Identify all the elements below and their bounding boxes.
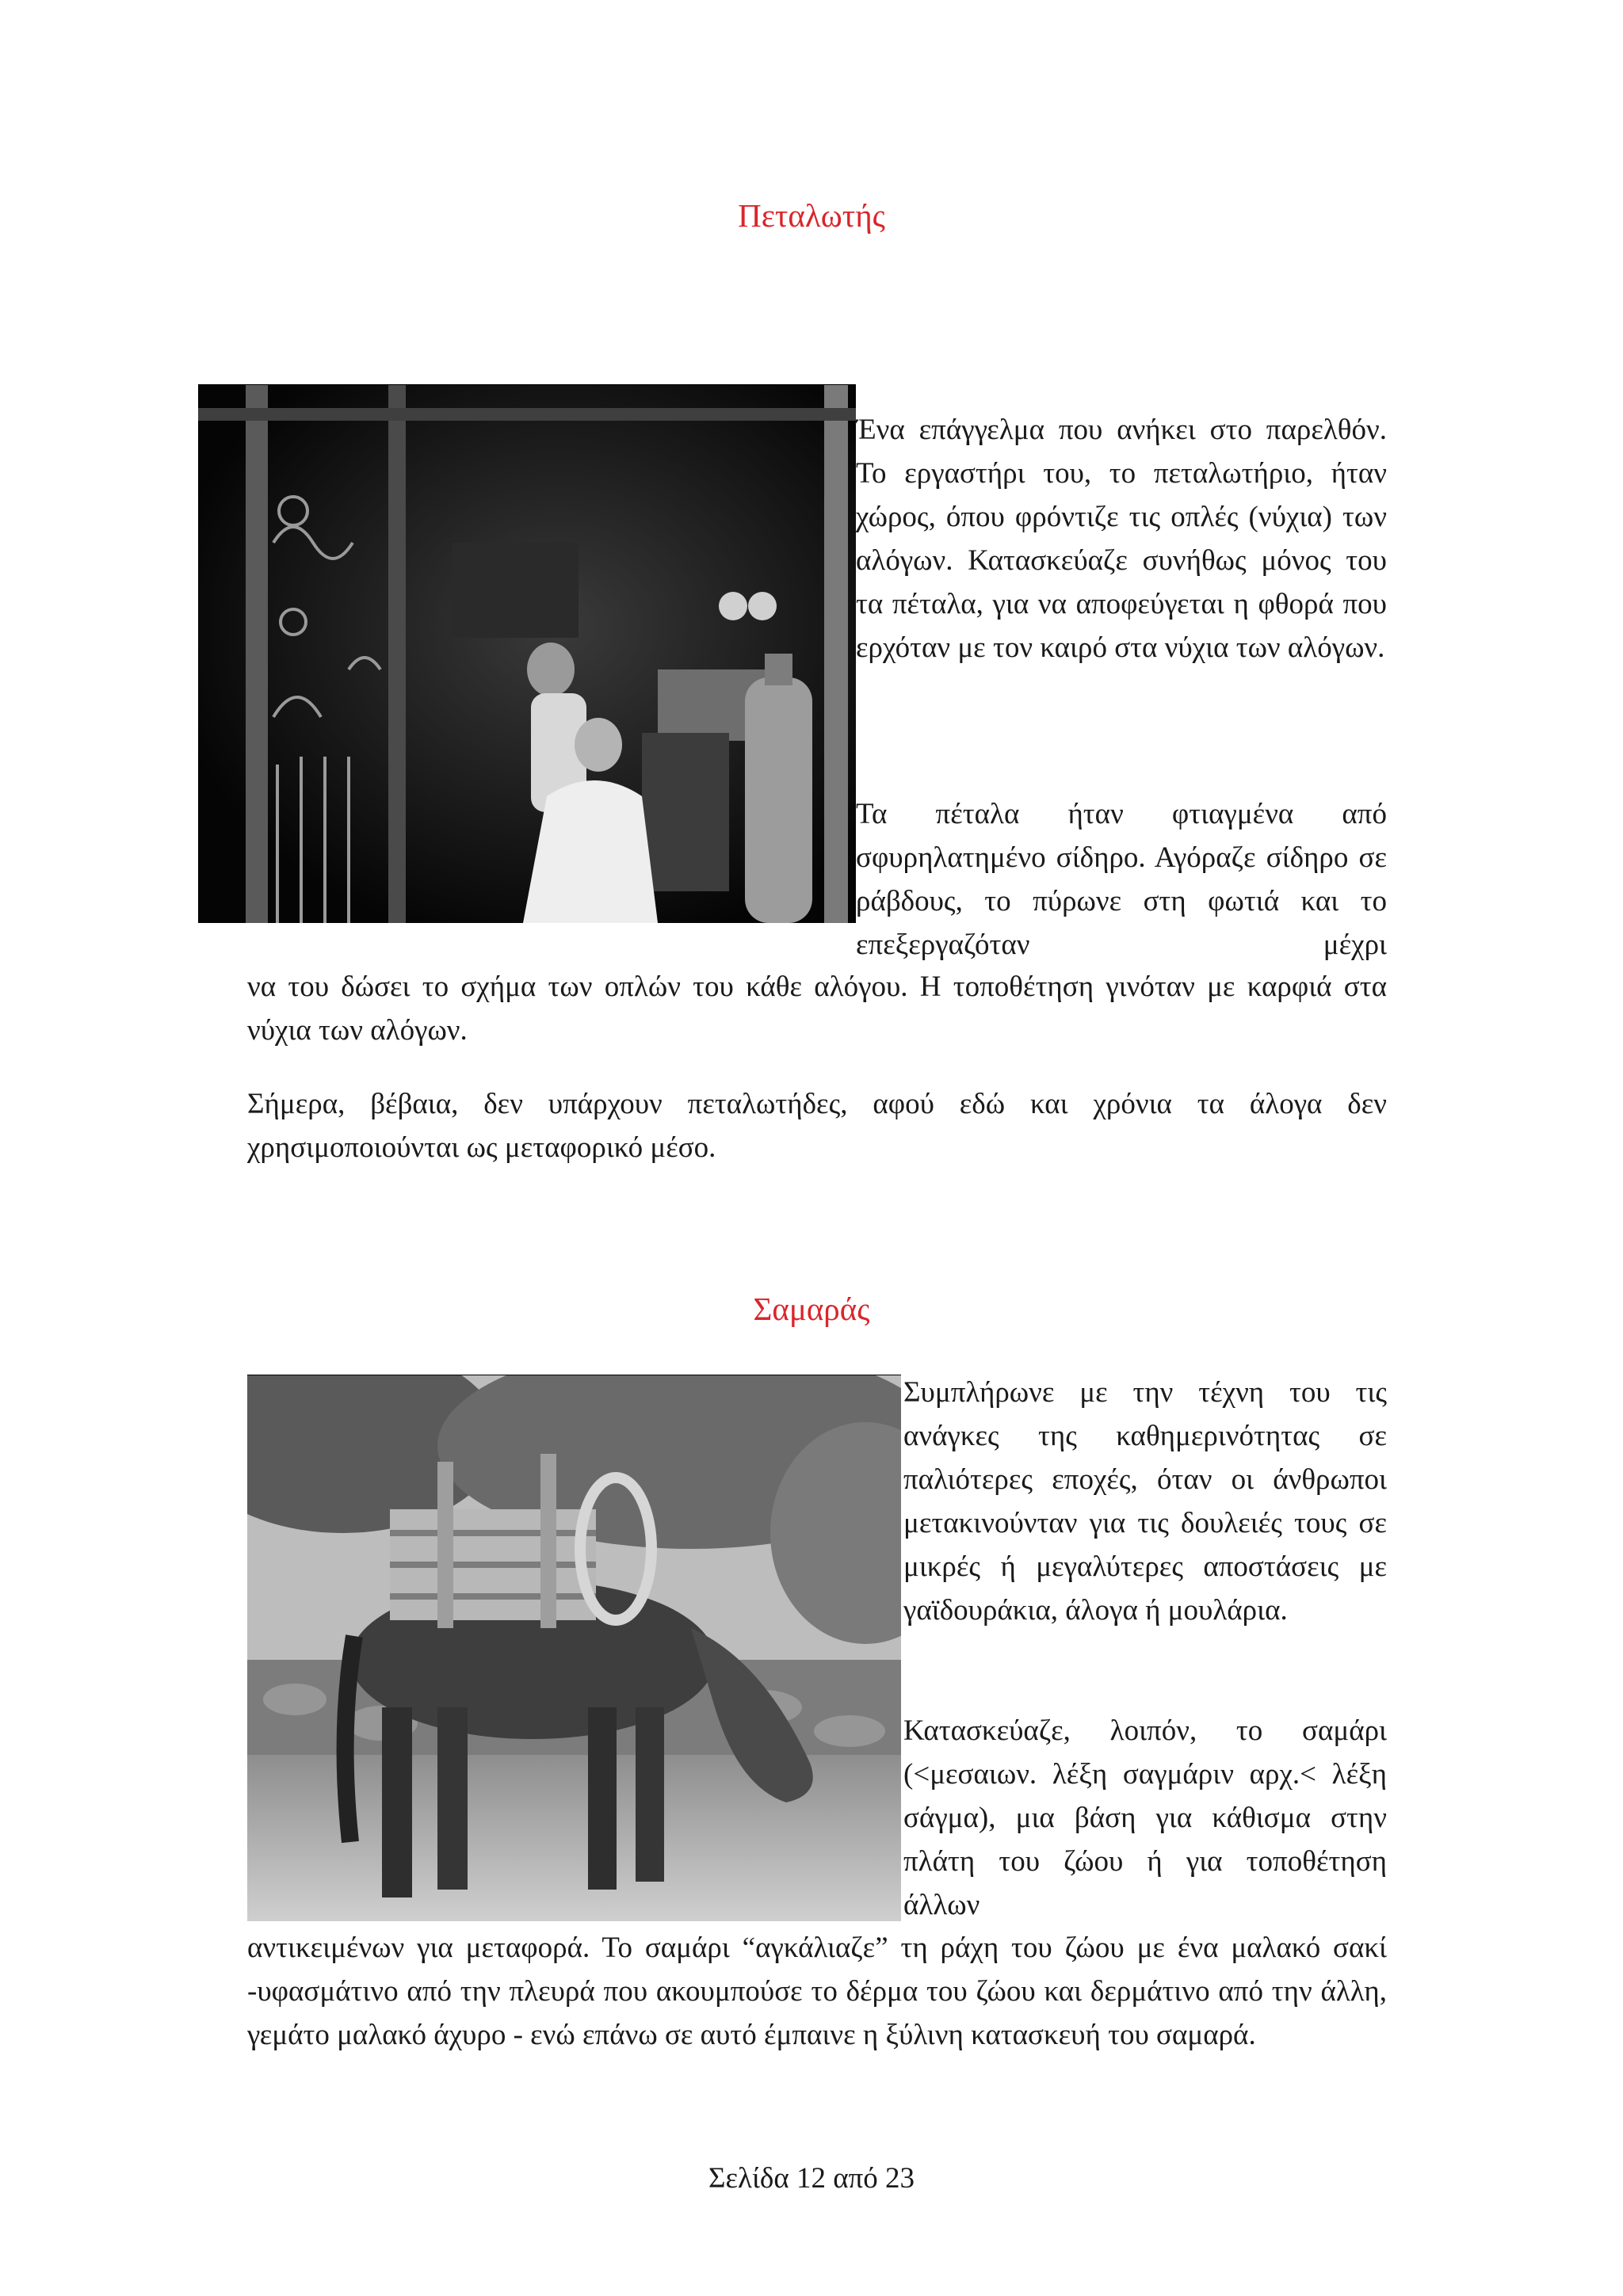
paragraph-petalotis-2: Τα πέταλα ήταν φτιαγμένα από σφυρηλατημένο σίδηρο. Αγόραζε σίδηρο σε ράβδους, το πύρωνε στη φωτιά και το επεξεργαζόταν μέχρι <box>856 798 1387 961</box>
paragraph-samaras-2: Κατασκεύαζε, λοιπόν, το σαμάρι (<μεσαιων. λέξη σαγμάριν αρχ.< λέξη σάγμα), μια βάση για κάθισμα στην πλάτη του ζώου ή για τοποθέτηση άλλων <box>903 1714 1387 1921</box>
section-title-samaras: Σαμαράς <box>753 1291 870 1327</box>
paragraph-petalotis-3: να του δώσει το σχήμα των οπλών του κάθε αλόγου. Η τοποθέτηση γινόταν με καρφιά στα νύχια των αλόγων. <box>247 971 1387 1047</box>
photo-donkey-saddle <box>247 1375 901 1921</box>
paragraph-samaras-3: αντικειμένων για μεταφορά. Το σαμάρι “αγκάλιαζε” τη ράχη του ζώου με ένα μαλακό σακί -υφασμάτινο από την πλευρά που ακουμπούσε το δέρμα του ζώου και δερμάτινο από την άλλη, γεμάτο μαλακό άχυρο - ενώ επάνω σε αυτό έμπαινε η ξύλινη κατασκευή του σαμαρά. <box>247 1932 1387 2051</box>
paragraph-petalotis-1: Ένα επάγγελμα που ανήκει στο παρελθόν. Το εργαστήρι του, το πεταλωτήριο, ήταν χώρος, όπου φρόντιζε τις οπλές (νύχια) των αλόγων. Κατασκεύαζε συνήθως μόνος του τα πέταλα, για να αποφεύγεται η φθορά που ερχόταν με τον καιρό στα νύχια των αλόγων. <box>856 414 1387 664</box>
section-title-petalotis: Πεταλωτής <box>738 197 885 234</box>
page-number-footer: Σελίδα 12 από 23 <box>708 2162 915 2195</box>
paragraph-petalotis-4: Σήμερα, βέβαια, δεν υπάρχουν πεταλωτήδες, αφού εδώ και χρόνια τα άλογα δεν χρησιμοποιούνται ως μεταφορικό μέσο. <box>247 1088 1387 1164</box>
paragraph-samaras-1: Συμπλήρωνε με την τέχνη του τις ανάγκες της καθημερινότητας σε παλιότερες εποχές, όταν οι άνθρωποι μετακινούνταν για τις δουλειές τους σε μικρές ή μεγαλύτερες αποστάσεις με γαϊδουράκια, άλογα ή μουλάρια. <box>903 1376 1387 1627</box>
photo-blacksmith-workshop <box>198 384 856 923</box>
